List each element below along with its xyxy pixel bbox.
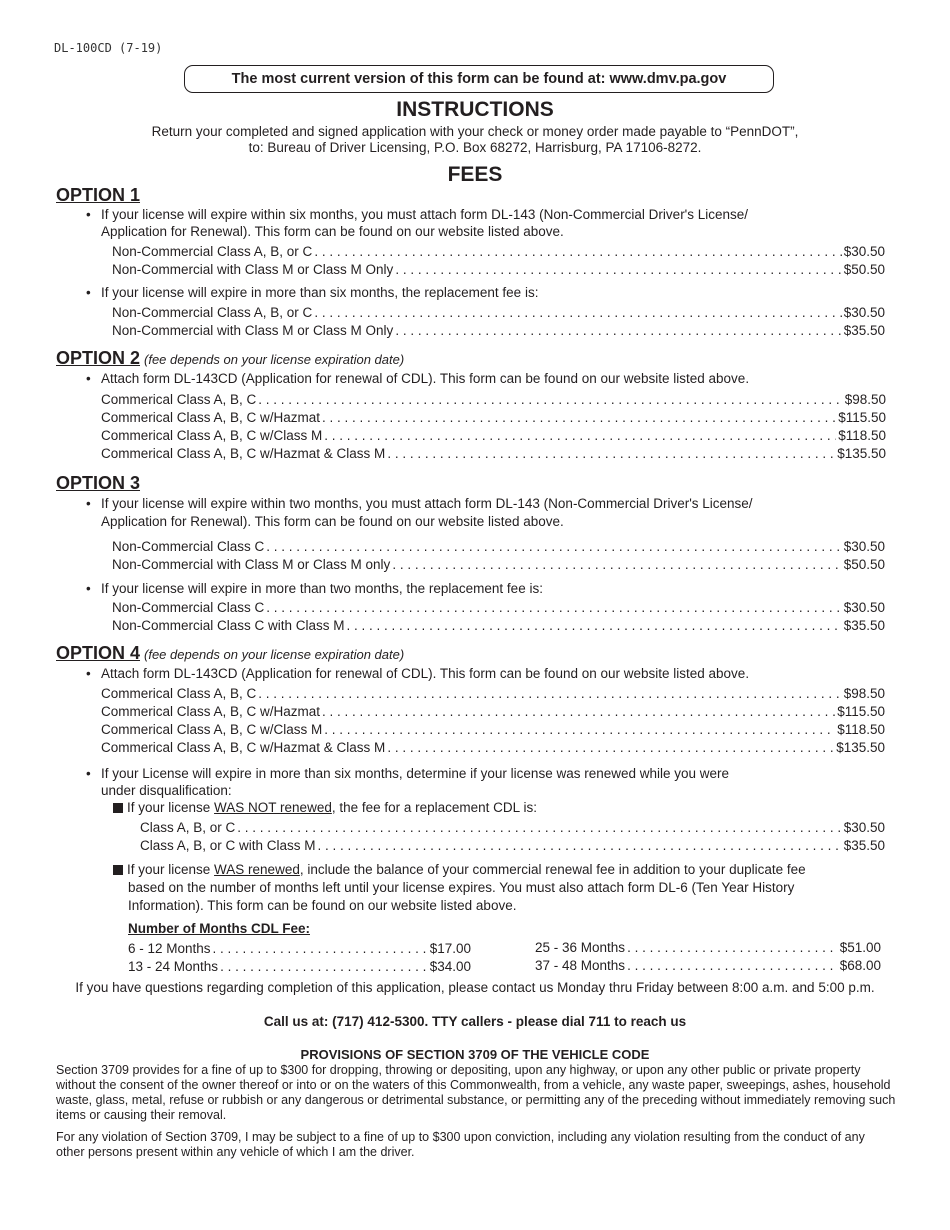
- leader-dots: [322, 704, 835, 719]
- fee-amount: $135.50: [837, 446, 886, 461]
- fee-row: [101, 738, 885, 755]
- fee-amount: $17.00: [429, 941, 471, 956]
- contact-hours: If you have questions regarding completion of this application, please contact us Monday thru Friday between 8:00 a.m. and 5:00 p.m.: [75, 980, 875, 995]
- fee-label: Commerical Class A, B, C w/Hazmat & Class M: [101, 740, 386, 755]
- fee-row: [101, 702, 885, 719]
- fee-label: 6 - 12 Months: [128, 941, 211, 956]
- fee-label: Commerical Class A, B, C w/Hazmat: [101, 704, 321, 719]
- fee-amount: $68.00: [839, 958, 881, 973]
- fee-row: [112, 260, 885, 277]
- sub-1-text-post: , the fee for a replacement CDL is:: [331, 800, 537, 815]
- website-notice: The most current version of this form can be found at: www.dmv.pa.gov: [184, 65, 774, 93]
- leader-dots: [258, 686, 841, 701]
- fee-label: Non-Commercial with Class M or Class M only: [112, 557, 391, 572]
- fee-row: [101, 684, 885, 701]
- leader-dots: [314, 305, 841, 320]
- fee-amount: $30.50: [843, 244, 885, 259]
- fee-amount: $30.50: [843, 539, 885, 554]
- sub-2-text-post: , include the balance of your commercial renewal fee in addition to your duplicate fee: [299, 862, 806, 877]
- fee-row: [140, 818, 885, 835]
- leader-dots: [395, 323, 841, 338]
- option-3-bullet-1-line-2: Application for Renewal). This form can be found on our website listed above.: [101, 514, 564, 529]
- fee-label: Non-Commercial Class A, B, or C: [112, 305, 313, 320]
- bullet-icon: •: [86, 766, 91, 781]
- leader-dots: [324, 428, 836, 443]
- square-bullet-icon: [113, 803, 123, 813]
- option-3-bullet-2: If your license will expire in more than two months, the replacement fee is:: [101, 581, 543, 596]
- fee-amount: $118.50: [837, 722, 885, 737]
- fee-amount: $30.50: [843, 820, 885, 835]
- fee-label: Commerical Class A, B, C w/Class M: [101, 428, 323, 443]
- sub-item-renewed: [113, 862, 806, 877]
- leader-dots: [213, 941, 428, 956]
- bullet-icon: •: [86, 207, 91, 222]
- sub-2-text-pre: If your license: [127, 862, 215, 877]
- option-3-title: OPTION 3: [56, 473, 141, 493]
- fee-amount: $34.00: [429, 959, 471, 974]
- fee-label: Non-Commercial Class A, B, or C: [112, 244, 313, 259]
- sub-2-text-underlined: WAS renewed: [214, 862, 300, 877]
- option-1-bullet-1-line-1: If your license will expire within six months, you must attach form DL-143 (Non-Commercial Driver's License/: [101, 207, 749, 222]
- fee-amount: $35.50: [843, 618, 885, 633]
- fee-label: Commerical Class A, B, C w/Hazmat & Class M: [101, 446, 386, 461]
- fee-amount: $50.50: [843, 557, 885, 572]
- leader-dots: [324, 722, 835, 737]
- form-number: DL-100CD (7-19): [54, 41, 163, 55]
- instructions-line-1: Return your completed and signed application with your check or money order made payable to “PennDOT”,: [151, 124, 799, 139]
- fee-amount: $30.50: [843, 600, 885, 615]
- option-2-heading: [56, 348, 404, 369]
- fee-row: [101, 426, 886, 443]
- fee-label: 37 - 48 Months: [535, 958, 626, 973]
- sub-2-line-3: Information). This form can be found on our website listed above.: [128, 898, 517, 913]
- leader-dots: [237, 820, 841, 835]
- fee-row: [112, 303, 885, 320]
- provisions-paragraph-1: Section 3709 provides for a fine of up to $300 for dropping, throwing or depositing, upon any highway, or upon any other public or private property without the consent of the owner thereof or into or on the waters of this Commonwealth, from a vehicle, any waste paper, sweepings, ashes, household waste, glass, metal, refuse or rubbish or any dangerous or detrimental substance, or permitting any of the preceding without immediately removing such items or causing their removal.: [56, 1063, 896, 1122]
- fee-amount: $30.50: [843, 305, 885, 320]
- fee-label: Class A, B, or C with Class M: [140, 838, 316, 853]
- fee-row: [101, 408, 886, 425]
- option-1-bullet-2: If your license will expire in more than six months, the replacement fee is:: [101, 285, 539, 300]
- option-4-bullet-2-line-2: under disqualification:: [101, 783, 232, 798]
- option-2-bullet: Attach form DL-143CD (Application for renewal of CDL). This form can be found on our website listed above.: [101, 371, 750, 386]
- fee-label: Non-Commercial with Class M or Class M Only: [112, 323, 394, 338]
- option-4-bullet-1: Attach form DL-143CD (Application for renewal of CDL). This form can be found on our website listed above.: [101, 666, 750, 681]
- sub-2-line-2: based on the number of months left until your license expires. You must also attach form DL-6 (Ten Year History: [128, 880, 795, 895]
- fees-title: FEES: [447, 163, 503, 186]
- fee-amount: $50.50: [843, 262, 885, 277]
- fee-label: 13 - 24 Months: [128, 959, 219, 974]
- fee-label: Commerical Class A, B, C w/Hazmat: [101, 410, 321, 425]
- option-4-title: OPTION 4: [56, 643, 141, 663]
- provisions-title: PROVISIONS OF SECTION 3709 OF THE VEHICLE CODE: [300, 1047, 650, 1062]
- option-1-title: OPTION 1: [56, 185, 141, 205]
- fee-label: Non-Commercial Class C: [112, 539, 265, 554]
- fee-label: Non-Commercial Class C with Class M: [112, 618, 345, 633]
- instructions-title: INSTRUCTIONS: [396, 98, 554, 121]
- provisions-paragraph-2: For any violation of Section 3709, I may be subject to a fine of up to $300 upon conviction, including any violation resulting from the conduct of any other persons present within any vehicle of which I am the driver.: [56, 1130, 865, 1159]
- fee-label: 25 - 36 Months: [535, 940, 626, 955]
- square-bullet-icon: [113, 865, 123, 875]
- fee-row: [112, 321, 885, 338]
- leader-dots: [318, 838, 842, 853]
- option-2-title: OPTION 2: [56, 348, 141, 368]
- option-4-heading: [56, 643, 404, 664]
- leader-dots: [258, 392, 842, 407]
- fee-row: [128, 957, 471, 974]
- leader-dots: [314, 244, 841, 259]
- fee-row: [101, 444, 886, 461]
- bullet-icon: •: [86, 581, 91, 596]
- leader-dots: [627, 940, 838, 955]
- fee-amount: $118.50: [838, 428, 886, 443]
- bullet-icon: •: [86, 666, 91, 681]
- fee-row: [101, 390, 886, 407]
- leader-dots: [266, 539, 841, 554]
- leader-dots: [322, 410, 836, 425]
- fee-amount: $51.00: [839, 940, 881, 955]
- leader-dots: [220, 959, 428, 974]
- leader-dots: [347, 618, 842, 633]
- option-4-bullet-2-line-1: If your License will expire in more than six months, determine if your license was renewed while you were: [101, 766, 730, 781]
- leader-dots: [266, 600, 841, 615]
- option-2-note: (fee depends on your license expiration date): [144, 352, 405, 367]
- fee-row: [140, 836, 885, 853]
- fee-label: Non-Commercial with Class M or Class M Only: [112, 262, 394, 277]
- bullet-icon: •: [86, 371, 91, 386]
- bullet-icon: •: [86, 496, 91, 511]
- sub-1-text-underlined: WAS NOT renewed: [214, 800, 332, 815]
- option-3-bullet-1-line-1: If your license will expire within two months, you must attach form DL-143 (Non-Commercial Driver's License/: [101, 496, 753, 511]
- fee-row: [112, 242, 885, 259]
- leader-dots: [387, 446, 835, 461]
- fee-row: [535, 938, 881, 955]
- fee-label: Commerical Class A, B, C: [101, 392, 257, 407]
- instructions-line-2: to: Bureau of Driver Licensing, P.O. Box 68272, Harrisburg, PA 17106-8272.: [248, 140, 702, 155]
- fee-label: Class A, B, or C: [140, 820, 236, 835]
- fee-row: [128, 939, 471, 956]
- fee-amount: $98.50: [843, 686, 885, 701]
- fee-amount: $98.50: [844, 392, 886, 407]
- option-1-bullet-1-line-2: Application for Renewal). This form can be found on our website listed above.: [101, 224, 564, 239]
- fee-amount: $35.50: [843, 838, 885, 853]
- call-us: Call us at: (717) 412-5300. TTY callers - please dial 711 to reach us: [263, 1014, 687, 1029]
- fee-row: [112, 598, 885, 615]
- fee-label: Non-Commercial Class C: [112, 600, 265, 615]
- leader-dots: [395, 262, 841, 277]
- leader-dots: [627, 958, 838, 973]
- bullet-icon: •: [86, 285, 91, 300]
- fee-label: Commerical Class A, B, C: [101, 686, 257, 701]
- fee-row: [112, 616, 885, 633]
- fee-amount: $135.50: [836, 740, 885, 755]
- fee-row: [112, 555, 885, 572]
- option-4-note: (fee depends on your license expiration date): [144, 647, 405, 662]
- leader-dots: [392, 557, 841, 572]
- fee-amount: $115.50: [838, 410, 886, 425]
- fee-label: Commerical Class A, B, C w/Class M: [101, 722, 323, 737]
- fee-amount: $35.50: [843, 323, 885, 338]
- sub-item-not-renewed: [113, 800, 537, 815]
- leader-dots: [387, 740, 834, 755]
- fee-row: [101, 720, 885, 737]
- fee-row: [112, 537, 885, 554]
- sub-1-text-pre: If your license: [127, 800, 215, 815]
- months-header: Number of Months CDL Fee:: [128, 921, 310, 936]
- fee-row: [535, 956, 881, 973]
- fee-amount: $115.50: [837, 704, 885, 719]
